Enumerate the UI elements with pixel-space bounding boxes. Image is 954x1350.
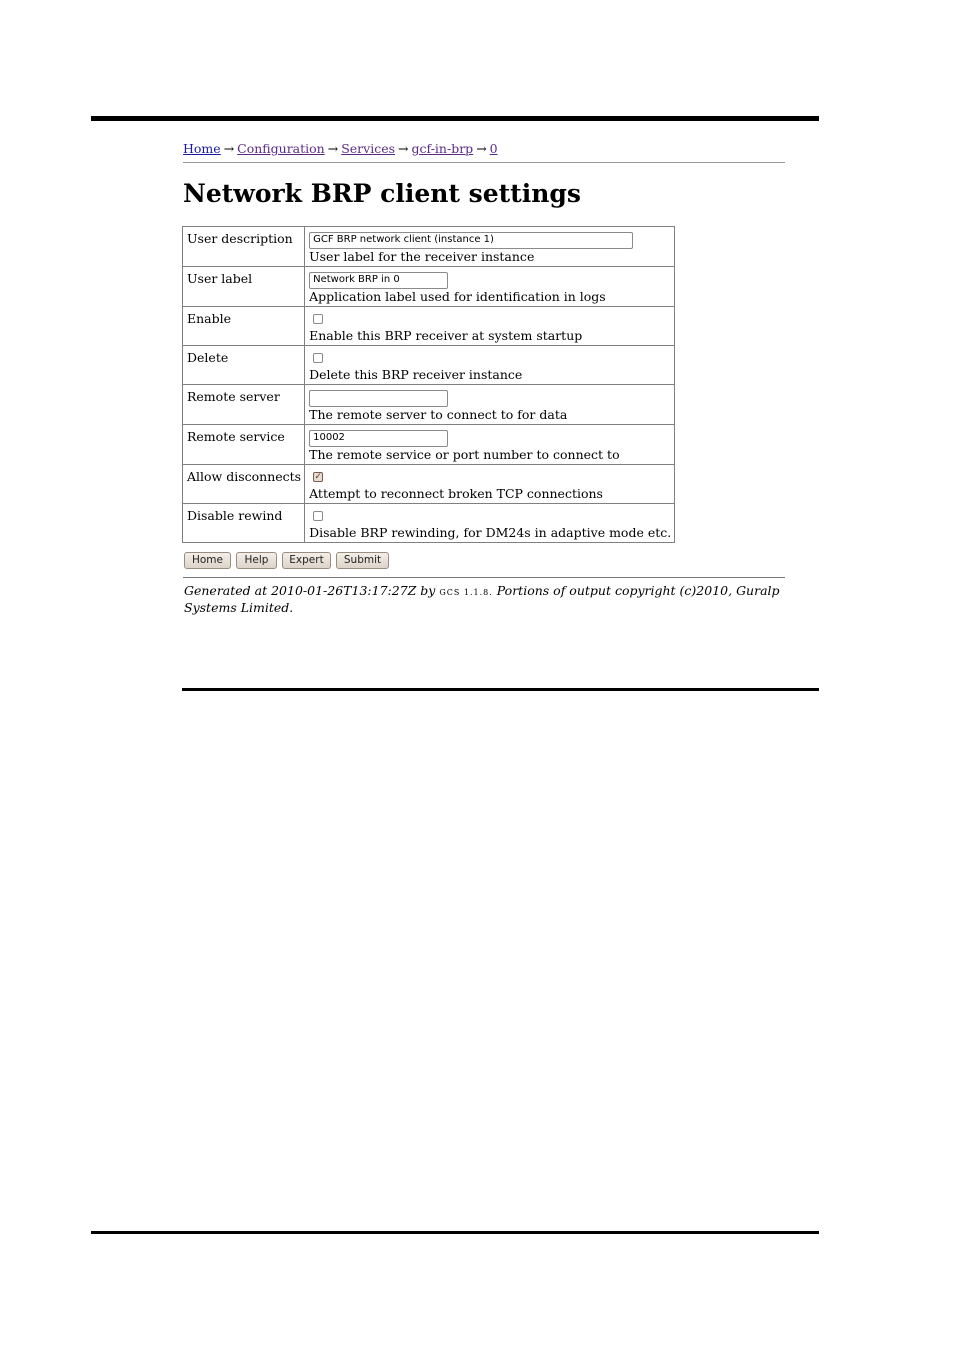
row-value — [305, 267, 675, 307]
breadcrumb-divider — [183, 162, 785, 163]
row-help-text: The remote server to connect to for data — [309, 407, 568, 422]
settings-row-remote-server — [183, 385, 675, 425]
delete-checkbox[interactable] — [313, 353, 323, 363]
user-label-input[interactable]: Network BRP in 0 — [309, 272, 448, 289]
row-label: Delete — [183, 346, 305, 385]
breadcrumb-home-link[interactable]: Home — [183, 141, 221, 156]
settings-row-delete — [183, 346, 675, 385]
breadcrumb-gcf-in-brp-link[interactable]: gcf-in-brp — [411, 141, 474, 156]
row-value — [305, 227, 675, 267]
row-label: Allow disconnects — [183, 465, 305, 504]
footer-divider — [183, 577, 785, 578]
row-help-text: Attempt to reconnect broken TCP connections — [309, 486, 603, 501]
row-label: User label — [183, 267, 305, 307]
footer-text — [184, 583, 784, 615]
settings-row-enable — [183, 307, 675, 346]
row-value — [305, 425, 675, 465]
page-bottom-rule — [91, 1231, 819, 1234]
remote-server-input[interactable] — [309, 390, 448, 407]
user-description-input[interactable]: GCF BRP network client (instance 1) — [309, 232, 633, 249]
row-label: Remote service — [183, 425, 305, 465]
breadcrumb-separator: → — [327, 141, 339, 156]
row-help-text: Disable BRP rewinding, for DM24s in adaptive mode etc. — [309, 525, 672, 540]
expert-button[interactable]: Expert — [282, 552, 331, 569]
allow-disconnects-checkbox[interactable]: ✓ — [314, 472, 322, 482]
breadcrumb-instance-link[interactable]: 0 — [489, 141, 498, 156]
remote-service-input[interactable]: 10002 — [309, 430, 448, 447]
row-value — [305, 307, 675, 346]
home-button[interactable]: Home — [184, 552, 231, 569]
submit-button[interactable]: Submit — [336, 552, 389, 569]
row-label: Enable — [183, 307, 305, 346]
settings-row-allow-disconnects — [183, 465, 675, 504]
row-help-text: User label for the receiver instance — [309, 249, 535, 264]
row-help-text: Enable this BRP receiver at system startup — [309, 328, 583, 343]
breadcrumb-separator: → — [223, 141, 235, 156]
breadcrumb-separator: → — [398, 141, 409, 156]
row-value — [305, 465, 675, 504]
help-button[interactable]: Help — [236, 552, 277, 569]
section-end-rule — [182, 688, 819, 691]
row-value — [305, 504, 675, 543]
settings-row-remote-service — [183, 425, 675, 465]
row-label: Disable rewind — [183, 504, 305, 543]
page-title: Network BRP client settings — [183, 179, 581, 208]
page-top-rule — [91, 116, 819, 121]
row-value — [305, 385, 675, 425]
row-value — [305, 346, 675, 385]
settings-row-user-label — [183, 267, 675, 307]
breadcrumb — [183, 141, 785, 157]
footer-suffix: Portions of output copyright (c)2010, Guralp Systems Limited. — [184, 583, 780, 615]
footer-prefix: Generated at 2010-01-26T13:17:27Z by — [184, 583, 436, 598]
breadcrumb-separator: → — [476, 141, 487, 156]
row-help-text: The remote service or port number to connect to — [309, 447, 620, 462]
breadcrumb-services-link[interactable]: Services — [341, 141, 396, 156]
settings-row-user-description — [183, 227, 675, 267]
footer-generator: GCS 1.1.8. — [439, 588, 493, 597]
enable-checkbox[interactable] — [313, 314, 323, 324]
row-help-text: Application label used for identification in logs — [309, 289, 606, 304]
row-label: Remote server — [183, 385, 305, 425]
row-label: User description — [183, 227, 305, 267]
breadcrumb-configuration-link[interactable]: Configuration — [237, 141, 325, 156]
disable-rewind-checkbox[interactable] — [313, 511, 323, 521]
settings-table — [182, 226, 675, 543]
settings-row-disable-rewind — [183, 504, 675, 543]
row-help-text: Delete this BRP receiver instance — [309, 367, 523, 382]
